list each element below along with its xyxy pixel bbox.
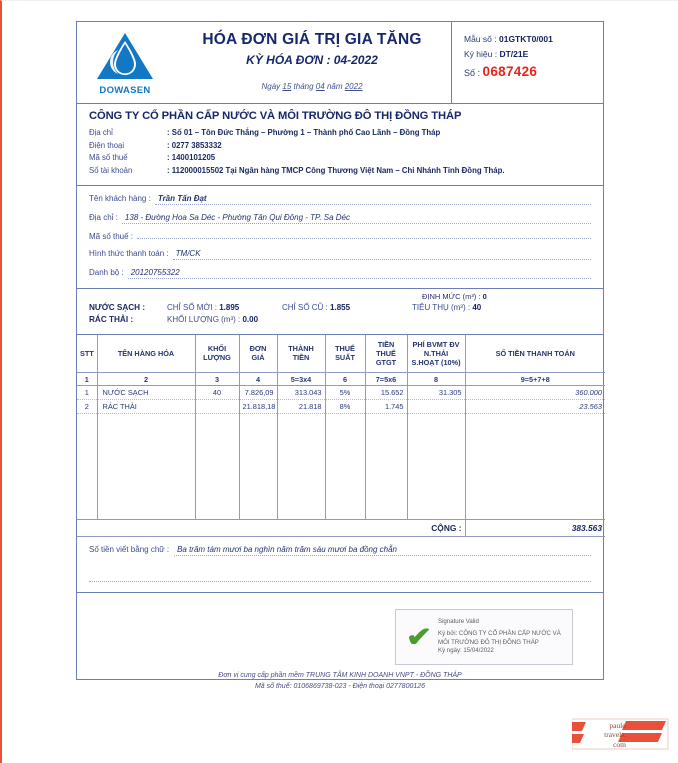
buyer-tax-label: Mã số thuế : — [89, 231, 134, 241]
row-stt: 1 — [77, 386, 97, 400]
invoice-meta-block — [451, 22, 603, 103]
serial-value: DT/21E — [499, 49, 529, 59]
amount-in-words-row — [89, 545, 591, 556]
signature-date: Ký ngày: 15/04/2022 — [438, 647, 494, 655]
col-num-4: 4 — [239, 373, 277, 386]
seller-tax-row — [89, 152, 593, 165]
table-column-number-row — [77, 373, 605, 386]
col-num-1: 1 — [77, 373, 97, 386]
table-empty-space — [77, 414, 605, 520]
buyer-name-label: Tên khách hàng : — [89, 193, 151, 203]
buyer-address-value: 138 - Đường Hoa Sa Déc - Phường Tân Qui Đông - TP. Sa Déc — [122, 213, 591, 224]
col-num-5: 5=3x4 — [277, 373, 325, 386]
invoice-title-block — [173, 22, 451, 103]
form-number-label: Mẫu số : — [464, 34, 497, 44]
signature-details — [438, 618, 561, 656]
row-quantity: 40 — [195, 386, 239, 400]
form-number-value: 01GTKT0/001 — [498, 34, 553, 44]
col-num-9: 9=5+7+8 — [465, 373, 605, 386]
logo-text: DOWASEN — [99, 85, 151, 96]
waste-row — [89, 315, 591, 324]
buyer-customer-code-label: Danh bộ : — [89, 267, 124, 277]
watermark-logo — [572, 718, 672, 752]
col-header-stt: STT — [77, 335, 97, 373]
quota-value: 0 — [482, 291, 487, 301]
buyer-payment-value: TM/CK — [173, 249, 591, 260]
footer-software-provider: Đơn vị cung cấp phần mềm TRUNG TÂM KINH DOANH VNPT - ĐỒNG THÁP — [218, 672, 462, 679]
date-year: 2022 — [344, 82, 363, 91]
invoice-period: KỲ HÓA ĐƠN : 04-2022 — [246, 53, 378, 67]
seller-tax-label: Mã số thuế — [89, 153, 128, 163]
date-year-word: năm — [326, 82, 343, 91]
col-num-3: 3 — [195, 373, 239, 386]
row-item-name: RÁC THẢI — [97, 400, 195, 414]
seller-account-row — [89, 165, 593, 178]
col-header-tax-amount: TIỀN THUẾ GTGT — [365, 335, 407, 373]
col-header-total: SỐ TIỀN THANH TOÁN — [465, 335, 605, 373]
quota-label: ĐỊNH MỨC (m³) : — [422, 291, 481, 301]
amount-in-words-section — [77, 537, 603, 593]
old-index-value: 1.855 — [330, 302, 351, 312]
date-prefix: Ngày — [261, 82, 281, 91]
table-total-row — [77, 520, 605, 537]
col-header-amount: THÀNH TIỀN — [277, 335, 325, 373]
company-logo — [77, 22, 173, 103]
invoice-document — [76, 21, 604, 680]
invoice-number-label: Số : — [464, 68, 481, 78]
seller-phone-row — [89, 140, 593, 153]
watermark-line2: travels. — [604, 730, 626, 740]
consumption-block — [412, 303, 481, 312]
buyer-payment-label: Hình thức thanh toán : — [89, 248, 169, 258]
volume-value: 0.00 — [242, 314, 259, 324]
table-row — [77, 400, 605, 414]
row-tax-rate: 8% — [325, 400, 365, 414]
document-footer — [76, 670, 604, 692]
invoice-header — [77, 22, 603, 104]
volume-block — [167, 315, 282, 324]
total-label: CỘNG : — [77, 520, 465, 537]
amount-in-words-value: Ba trăm tám mươi ba nghìn năm trăm sáu mươi ba đồng chẵn — [174, 545, 591, 556]
col-num-2: 2 — [97, 373, 195, 386]
clean-water-label: NƯỚC SẠCH : — [89, 302, 146, 312]
date-month-word: tháng — [293, 82, 314, 91]
invoice-number-value: 0687426 — [482, 64, 538, 79]
row-tax-rate: 5% — [325, 386, 365, 400]
col-num-6: 6 — [325, 373, 365, 386]
row-amount: 21.818 — [277, 400, 325, 414]
col-header-quantity: KHỐI LƯỢNG — [195, 335, 239, 373]
row-total: 23.563 — [465, 400, 605, 414]
new-index-label: CHỈ SỐ MỚI : — [167, 302, 217, 312]
date-month: 04 — [315, 82, 325, 91]
seller-address-row — [89, 127, 593, 140]
row-amount: 313.043 — [277, 386, 325, 400]
volume-label: KHỐI LƯỢNG (m³) : — [167, 314, 241, 324]
digital-signature-box — [395, 609, 573, 665]
date-day: 15 — [282, 82, 292, 91]
col-num-8: 8 — [407, 373, 465, 386]
amount-in-words-blank-line — [89, 569, 591, 582]
buyer-name-value: Trần Tấn Đạt — [155, 194, 591, 205]
seller-company-name: CÔNG TY CỔ PHẦN CẤP NƯỚC VÀ MÔI TRƯỜNG ĐÔ THỊ ĐỒNG THÁP — [89, 110, 462, 122]
col-header-env-fee: PHÍ BVMT ĐV N.THẢI S.HOẠT (10%) — [407, 335, 465, 373]
footer-provider-tax: Mã số thuế: 0106869738-023 - Điện thoại 0277800126 — [254, 683, 426, 691]
seller-phone-value: : 0277 3853332 — [167, 140, 222, 150]
col-header-unit-price: ĐƠN GIÁ — [239, 335, 277, 373]
row-stt: 2 — [77, 400, 97, 414]
clean-water-row — [89, 303, 591, 312]
buyer-name-row — [89, 194, 591, 205]
signature-signer-line2: MÔI TRƯỜNG ĐÔ THỊ ĐỒNG THÁP — [438, 638, 539, 646]
buyer-tax-value — [137, 237, 591, 239]
invoice-number-row — [464, 64, 603, 79]
signature-section — [77, 593, 603, 679]
row-unit-price: 7.826,09 — [239, 386, 277, 400]
new-index-value: 1.895 — [219, 302, 240, 312]
watermark-text — [578, 721, 626, 749]
signature-status: Signature Valid — [438, 617, 479, 625]
buyer-customer-code-value: 20120755322 — [128, 268, 591, 279]
consumption-value: 40 — [472, 302, 482, 312]
col-header-item-name: TÊN HÀNG HÓA — [97, 335, 195, 373]
table-header-row — [77, 335, 605, 373]
line-items-table — [77, 335, 605, 538]
seller-address-value: : Số 01 – Tôn Đức Thắng – Phường 1 – Thành phố Cao Lãnh – Đồng Tháp — [167, 128, 441, 137]
buyer-tax-row — [89, 232, 591, 241]
serial-label: Ký hiệu : — [464, 49, 498, 59]
quota-row — [422, 292, 487, 301]
seller-section — [77, 104, 603, 186]
old-index-block — [282, 303, 412, 312]
watermark-line1: paulo — [609, 721, 626, 730]
watermark-line3: com — [613, 739, 626, 749]
serial-row — [464, 49, 603, 59]
buyer-address-row — [89, 213, 591, 224]
dowasen-droplet-icon — [95, 31, 155, 83]
new-index-block — [167, 303, 282, 312]
buyer-section — [77, 186, 603, 289]
row-unit-price: 21.818,18 — [239, 400, 277, 414]
signature-signer-line1: Ký bởi: CÔNG TY CỔ PHẦN CẤP NƯỚC VÀ — [438, 629, 561, 637]
form-number-row — [464, 34, 603, 44]
row-env-fee: 31.305 — [407, 386, 465, 400]
seller-account-value: : 112000015502 Tại Ngân hàng TMCP Công Thương Việt Nam – Chi Nhánh Tỉnh Đồng Tháp. — [167, 165, 505, 175]
col-header-tax-rate: THUẾ SUẤT — [325, 335, 365, 373]
buyer-customer-code-row — [89, 268, 591, 279]
row-quantity — [195, 400, 239, 414]
total-value: 383.563 — [465, 520, 605, 537]
row-tax-amount: 1.745 — [365, 400, 407, 414]
consumption-label: TIÊU THỤ (m³) : — [412, 302, 471, 312]
buyer-address-label: Địa chỉ : — [89, 212, 118, 222]
meter-reading-section — [77, 289, 603, 335]
seller-tax-value: : 1400101205 — [167, 153, 216, 163]
seller-address-label: Địa chỉ — [89, 128, 113, 137]
seller-account-label: Số tài khoản — [89, 165, 133, 175]
table-row — [77, 386, 605, 400]
invoice-title: HÓA ĐƠN GIÁ TRỊ GIA TĂNG — [202, 31, 422, 48]
invoice-date-line — [173, 82, 451, 91]
amount-in-words-label: Số tiền viết bằng chữ : — [89, 545, 170, 554]
col-num-7: 7=5x6 — [365, 373, 407, 386]
waste-label: RÁC THẢI : — [89, 314, 134, 324]
row-total: 360.000 — [465, 386, 605, 400]
seller-phone-label: Điện thoại — [89, 140, 125, 150]
row-env-fee — [407, 400, 465, 414]
row-tax-amount: 15.652 — [365, 386, 407, 400]
row-item-name: NƯỚC SẠCH — [97, 386, 195, 400]
buyer-payment-row — [89, 249, 591, 260]
checkmark-icon: ✔ — [405, 621, 433, 652]
old-index-label: CHỈ SỐ CŨ : — [282, 302, 328, 312]
